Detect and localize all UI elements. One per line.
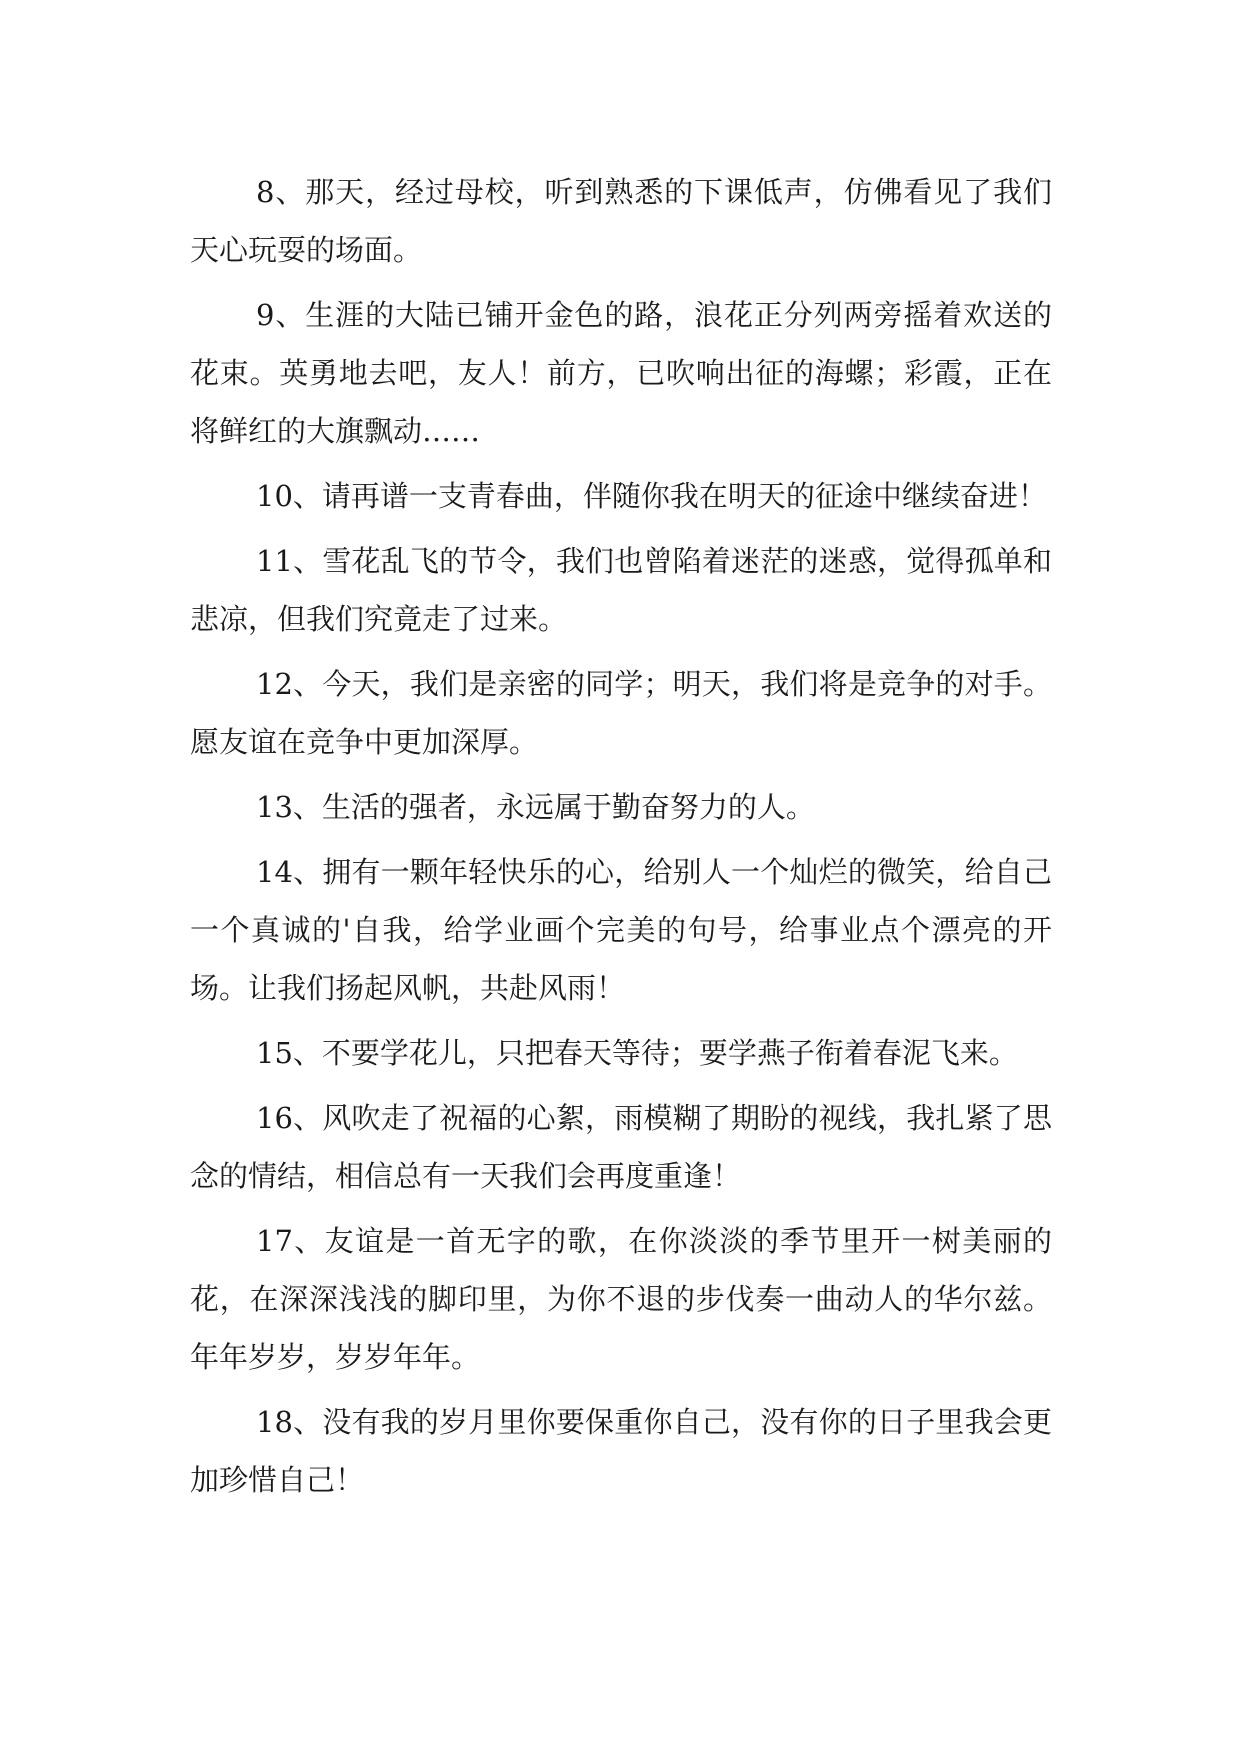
paragraph-12: 12、今天，我们是亲密的同学；明天，我们将是竞争的对手。愿友谊在竞争中更加深厚。 (190, 667, 1052, 759)
paragraph-18: 18、没有我的岁月里你要保重你自己，没有你的日子里我会更加珍惜自己！ (190, 1405, 1052, 1497)
paragraph-9: 9、生涯的大陆已铺开金色的路，浪花正分列两旁摇着欢送的花束。英勇地去吧，友人！前方，已吹响出征的海螺；彩霞，正在将鲜红的大旗飘动…… (190, 298, 1052, 448)
paragraph-13: 13、生活的强者，永远属于勤奋努力的人。 (256, 790, 815, 824)
paragraph-17: 17、友谊是一首无字的歌，在你淡淡的季节里开一树美丽的花，在深深浅浅的脚印里，为你不退的步伐奏一曲动人的华尔兹。年年岁岁，岁岁年年。 (190, 1224, 1052, 1374)
paragraph-14: 14、拥有一颗年轻快乐的心，给别人一个灿烂的微笑，给自己一个真诚的'自我，给学业画个完美的句号，给事业点个漂亮的开场。让我们扬起风帆，共赴风雨！ (190, 855, 1052, 1005)
paragraph-11: 11、雪花乱飞的节令，我们也曾陷着迷茫的迷惑，觉得孤单和悲凉，但我们究竟走了过来。 (190, 544, 1052, 636)
paragraph-8: 8、那天，经过母校，听到熟悉的下课低声，仿佛看见了我们天心玩耍的场面。 (190, 175, 1052, 267)
paragraph-15: 15、不要学花儿，只把春天等待；要学燕子衔着春泥飞来。 (256, 1036, 1018, 1070)
paragraph-10: 10、请再谱一支青春曲，伴随你我在明天的征途中继续奋进！ (256, 479, 1047, 513)
paragraph-16: 16、风吹走了祝福的心絮，雨模糊了期盼的视线，我扎紧了思念的情结，相信总有一天我们会再度重逢！ (190, 1101, 1052, 1193)
document-body (190, 163, 1052, 1516)
